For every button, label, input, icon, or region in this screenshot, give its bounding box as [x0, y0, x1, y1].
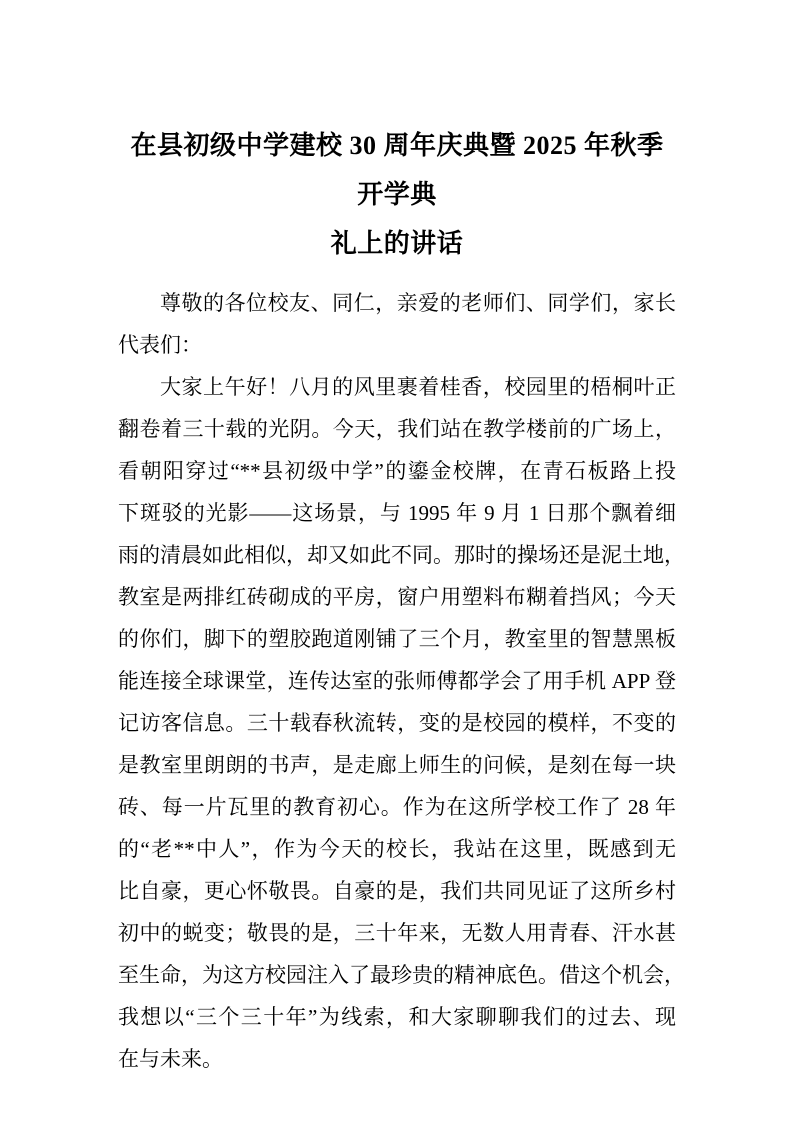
- text-line: 我想以“三个三十年”为线索，和大家聊聊我们的过去、现: [118, 1005, 676, 1029]
- text-line: 雨的清晨如此相似，却又如此不同。那时的操场还是泥土地，: [118, 543, 685, 567]
- text-line: 在与未来。: [118, 1047, 223, 1071]
- text-line: 能连接全球课堂，连传达室的张师傅都学会了用手机 APP 登: [118, 669, 676, 693]
- text-line: 比自豪，更心怀敬畏。自豪的是，我们共同见证了这所乡村: [118, 879, 676, 903]
- text-line: 砖、每一片瓦里的教育初心。作为在这所学校工作了 28 年: [118, 795, 676, 819]
- text-line: 初中的蜕变；敬畏的是，三十年来，无数人用青春、汗水甚: [118, 921, 676, 945]
- text-line: 看朝阳穿过“**县初级中学”的鎏金校牌，在青石板路上投: [118, 459, 676, 483]
- document-title: [118, 121, 676, 268]
- text-line: 记访客信息。三十载春秋流转，变的是校园的模样，不变的: [118, 711, 676, 735]
- text-line: 下斑驳的光影——这场景，与 1995 年 9 月 1 日那个飘着细: [118, 501, 676, 525]
- document-body: [118, 282, 685, 1080]
- text-line: 尊敬的各位校友、同仁，亲爱的老师们、同学们，家长: [160, 291, 676, 315]
- title-line-1: 在县初级中学建校 30 周年庆典暨 2025 年秋季开学典: [130, 131, 664, 209]
- text-line: 翻卷着三十载的光阴。今天，我们站在教学楼前的广场上，: [118, 417, 676, 441]
- text-line: 代表们：: [118, 333, 202, 357]
- text-line: 的“老**中人”，作为今天的校长，我站在这里，既感到无: [118, 837, 676, 861]
- text-line: 至生命，为这方校园注入了最珍贵的精神底色。借这个机会，: [118, 963, 685, 987]
- text-line: 大家上午好！八月的风里裹着桂香，校园里的梧桐叶正: [160, 375, 676, 399]
- text-line: 的你们，脚下的塑胶跑道刚铺了三个月，教室里的智慧黑板: [118, 627, 676, 651]
- speech-paragraph: [118, 366, 685, 1080]
- salutation-paragraph: [118, 282, 676, 366]
- title-line-2: 礼上的讲话: [330, 229, 464, 258]
- text-line: 是教室里朗朗的书声，是走廊上师生的问候，是刻在每一块: [118, 753, 676, 777]
- text-line: 教室是两排红砖砌成的平房，窗户用塑料布糊着挡风；今天: [118, 585, 676, 609]
